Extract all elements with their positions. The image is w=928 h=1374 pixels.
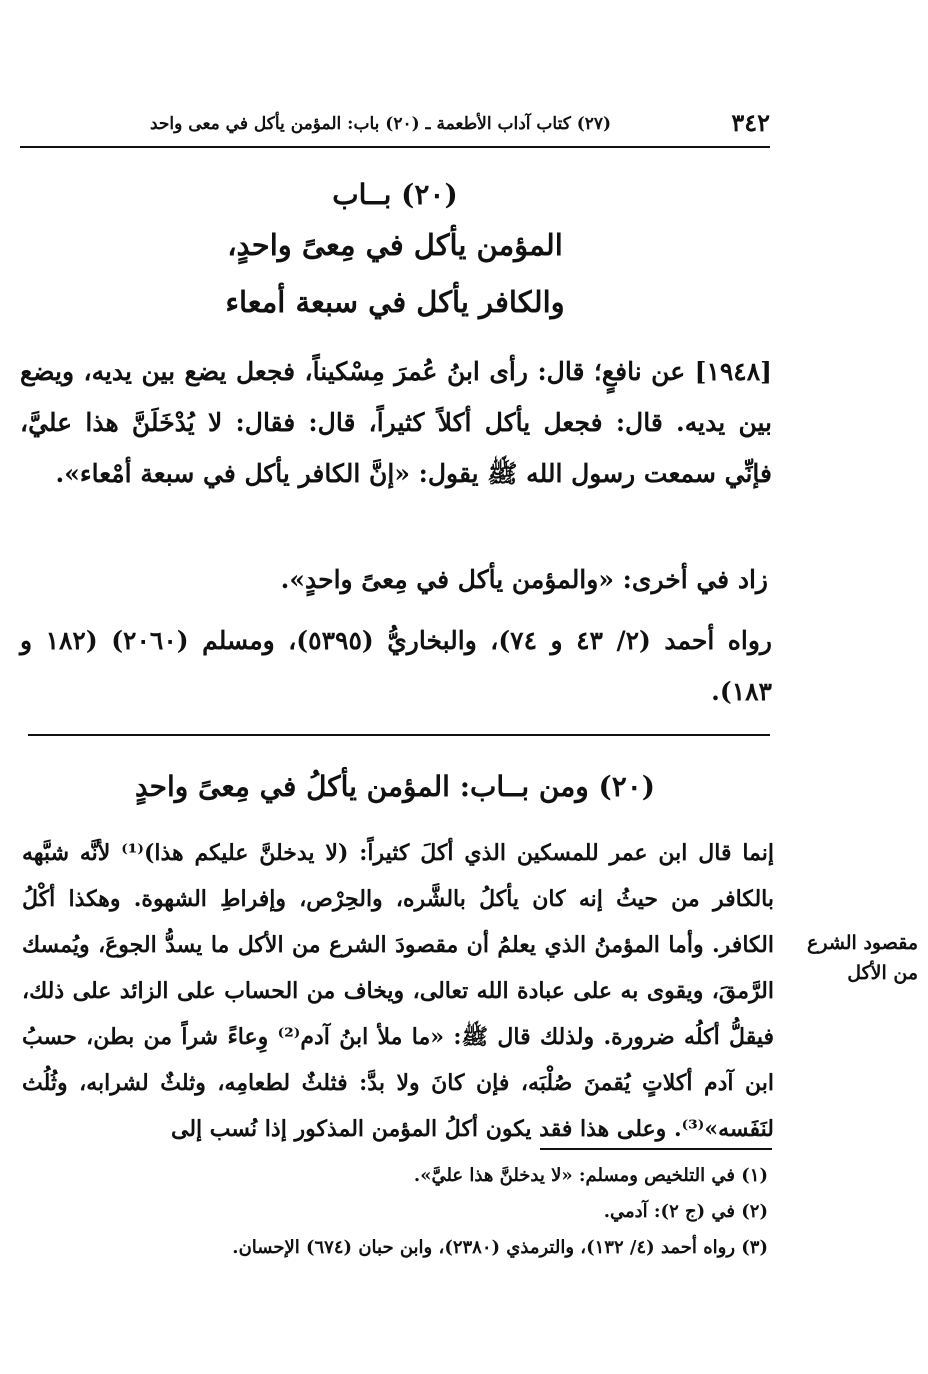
commentary-text: إنما قال ابن عمر للمسكين الذي أكلَ كثيراً: (لا يدخلنَّ عليكم هذا)⁽¹⁾ لأنَّه شبَّهه بالكافر من حيثُ إنه كان يأكلُ بالشَّره، والحِرْص، وإفراطِ الشهوة. وهكذا أكْلُ الكافر. وأما المؤمنُ الذي يعلمُ أن مقصودَ الشرع من الأكل ما يسدُّ الجوعَ، ويُمسك الرَّمقَ، ويقوى به على عبادة الله تعالى، ويخاف من الحساب على الزائد على ذلك، فيقلُّ أكلُه ضرورة. ولذلك قال ﷺ: «ما ملأ ابنُ آدم⁽²⁾ وِعاءً شراً من بطن، حسبُ ابن آدم أكلاتٍ يُقمنَ صُلْبَه، فإن كانَ ولا بدَّ: فثلثٌ لطعامِه، وثلثٌ لشرابه، وثُلُث لنَفَسه»⁽³⁾. وعلى هذا فقد يكون أكلُ المؤمن المذكور إذا نُسب إلى [22,840,775,1142]
footnotes [68,1158,768,1266]
chapter-title-line-2: والكافر يأكل في سبعة أمعاء [225,285,565,319]
footnote-1: (١) في التلخيص ومسلم: «لا يدخلنَّ هذا عليَّ». [413,1165,768,1186]
footnote-2: (٢) في (ج ٢): آدمي. [603,1201,768,1222]
margin-note: مقصود الشرع من الأكل [807,932,918,984]
chapter-title-line-1: المؤمن يأكل في مِعىً واحدٍ، [227,228,563,262]
hadith-addition: زاد في أخرى: «والمؤمن يأكل في مِعىً واحدٍ». [280,565,768,594]
chapter-number: (٢٠) بــاب [332,178,458,211]
running-title: (٢٧) كتاب آداب الأطعمة ـ (٢٠) باب: المؤمن يأكل في معى واحد [150,114,612,134]
page-number: ٣٤٢ [731,108,770,137]
section-divider [28,734,770,736]
commentary-heading: (٢٠) ومن بــاب: المؤمن يأكلُ في مِعىً واحدٍ [134,770,656,803]
hadith-source: رواه أحمد (٢/ ٤٣ و ٧٤)، والبخاريُّ (٥٣٩٥)، ومسلم (٢٠٦٠) (١٨٢ و ١٨٣). [20,626,772,706]
running-header [20,108,770,148]
hadith-text: [١٩٤٨] عن نافعٍ؛ قال: رأى ابنُ عُمرَ مِسْكيناً، فجعل يضع بين يديه، ويضع بين يديه. قال: فجعل يأكل أكلاً كثيراً، قال: فقال: لا يُدْخَلَنَّ هذا عليَّ، فإنِّي سمعت رسول الله ﷺ يقول: «إنَّ الكافر يأكل في سبعة أمْعاء». [20,357,772,488]
footnote-3: (٣) رواه أحمد (٤/ ١٣٢)، والترمذي (٢٣٨٠)، وابن حبان (٦٧٤) الإحسان. [232,1237,768,1258]
footnote-divider [540,1148,772,1150]
